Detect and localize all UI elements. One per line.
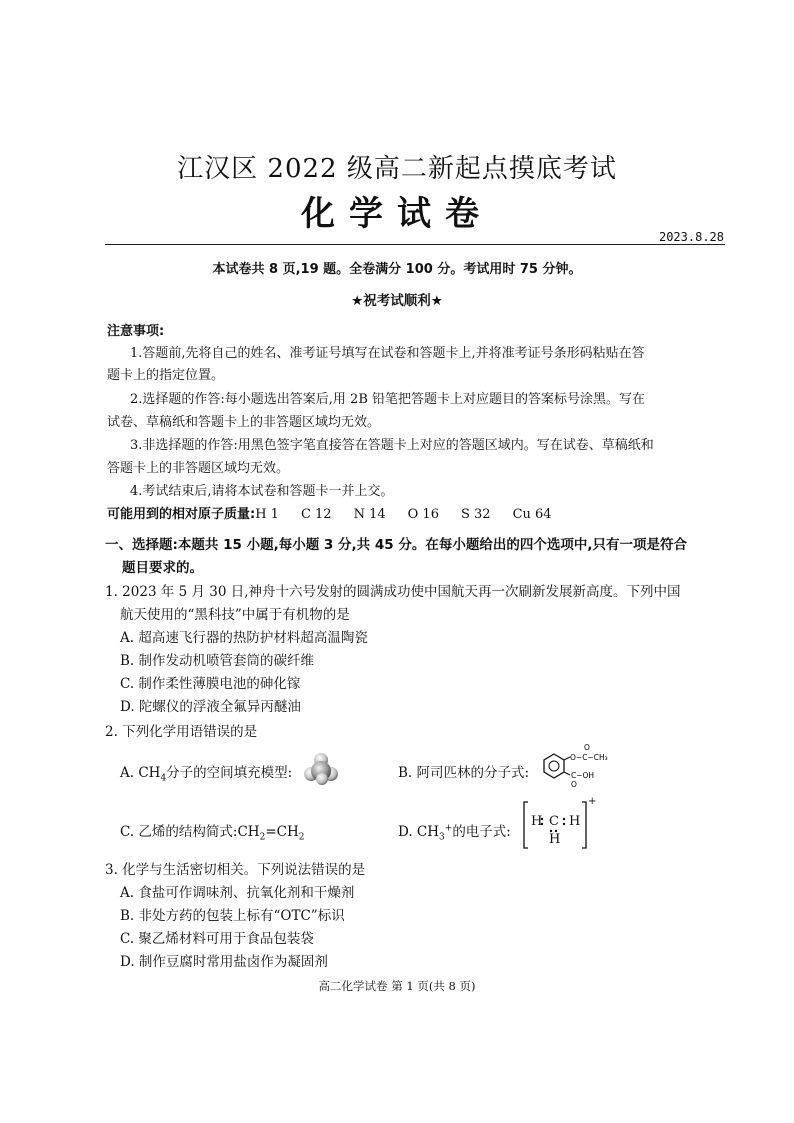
section-1-line-2: 题目要求的。 (122, 560, 203, 576)
blessing-line: ★祝考试顺利★ (351, 293, 443, 309)
q2-option-b: B. 阿司匹林的分子式: (398, 765, 530, 781)
notes-heading: 注意事项: (107, 324, 165, 339)
es-c: C (549, 814, 559, 829)
note-1-line-1: 1.答题前,先将自己的姓名、准考证号填写在试卷和答题卡上,并将准考证号条形码粘贴在答 (130, 346, 645, 361)
mass-n: N 14 (353, 507, 386, 522)
q2-stem: 2. 下列化学用语错误的是 (105, 724, 258, 740)
q2-option-a: A. $CH_4$分子的空间填充模型: (120, 765, 293, 784)
mass-c: C 12 (300, 507, 332, 522)
q2-option-c: C. 乙烯的结构简式$:CH_2=CH_2$ (120, 824, 305, 843)
aspirin-structure-icon (540, 742, 620, 788)
q1-option-d: D. 陀螺仪的浮液全氟异丙醚油 (120, 699, 301, 715)
q1-stem-line-1: 1. 2023 年 5 月 30 日,神舟十六号发射的圆满成功使中国航天再一次刷新发展新高度。下列中国 (105, 584, 681, 600)
es-h-right: H (569, 814, 581, 829)
mass-h: H 1 (255, 507, 279, 522)
ch4-space-filling-model-icon (303, 752, 339, 786)
q1-stem-line-2: 航天使用的“黑科技”中属于有机物的是 (120, 607, 350, 623)
exam-meta: 本试卷共 8 页,19 题。全卷满分 100 分。考试用时 75 分钟。 (212, 262, 582, 277)
aspirin-acid-label: C−OH (571, 771, 595, 780)
note-2-line-1: 2.选择题的作答:每小题选出答案后,用 2B 铅笔把答题卡上对应题目的答案标号涂黑。写在 (130, 392, 646, 407)
aspirin-ester-label: O−C−CH₃ (570, 753, 608, 762)
q3-option-b: B. 非处方药的包装上标有“OTC”标识 (120, 908, 345, 924)
mass-cu: Cu 64 (512, 507, 552, 522)
mass-s: S 32 (460, 507, 491, 522)
mass-o: O 16 (407, 507, 439, 522)
es-charge: + (588, 796, 597, 807)
q3-stem: 3. 化学与生活密切相关。下列说法错误的是 (105, 862, 366, 878)
q1-option-b: B. 制作发动机喷管套筒的碳纤维 (120, 653, 315, 669)
aspirin-ester-oxygen: O (584, 743, 590, 752)
note-1-line-2: 题卡上的指定位置。 (107, 368, 225, 383)
note-2-line-2: 试卷、草稿纸和答题卡上的非答题区域均无效。 (107, 415, 381, 430)
atomic-masses (107, 503, 552, 522)
q3-option-c: C. 聚乙烯材料可用于食品包装袋 (120, 931, 314, 947)
header-rule (105, 244, 725, 245)
q3-option-d: D. 制作豆腐时常用盐卤作为凝固剂 (120, 954, 328, 970)
es-h-left: H (531, 814, 543, 829)
page-footer: 高二化学试卷 第 1 页(共 8 页) (318, 979, 476, 993)
section-1-line-1: 一、选择题:本题共 15 小题,每小题 3 分,共 45 分。在每小题给出的四个选项中,只有一项是符合 (105, 537, 687, 553)
aspirin-acid-oxygen: O (571, 780, 577, 788)
q3-option-a: A. 食盐可作调味剂、抗氧化剂和干燥剂 (120, 885, 355, 901)
note-3-line-2: 答题卡上的非答题区域均无效。 (107, 461, 290, 476)
ch3-electron-formula (522, 796, 597, 850)
q1-option-a: A. 超高速飞行器的热防护材料超高温陶瓷 (120, 630, 368, 646)
q2-option-d: D. $CH_3^+$的电子式: (398, 823, 511, 843)
exam-date: 2023.8.28 (658, 230, 724, 244)
atomic-masses-label: 可能用到的相对原子质量: (107, 507, 256, 522)
exam-title: 江汉区 2022 级高二新起点摸底考试 (177, 154, 617, 184)
subject-title: 化学试卷 (301, 194, 493, 234)
q1-option-c: C. 制作柔性薄膜电池的砷化镓 (120, 676, 301, 692)
note-3-line-1: 3.非选择题的作答:用黑色签字笔直接答在答题卡上对应的答题区域内。写在试卷、草稿纸和 (130, 438, 654, 453)
note-4: 4.考试结束后,请将本试卷和答题卡一并上交。 (130, 484, 394, 499)
es-h-bottom: H (549, 832, 561, 847)
